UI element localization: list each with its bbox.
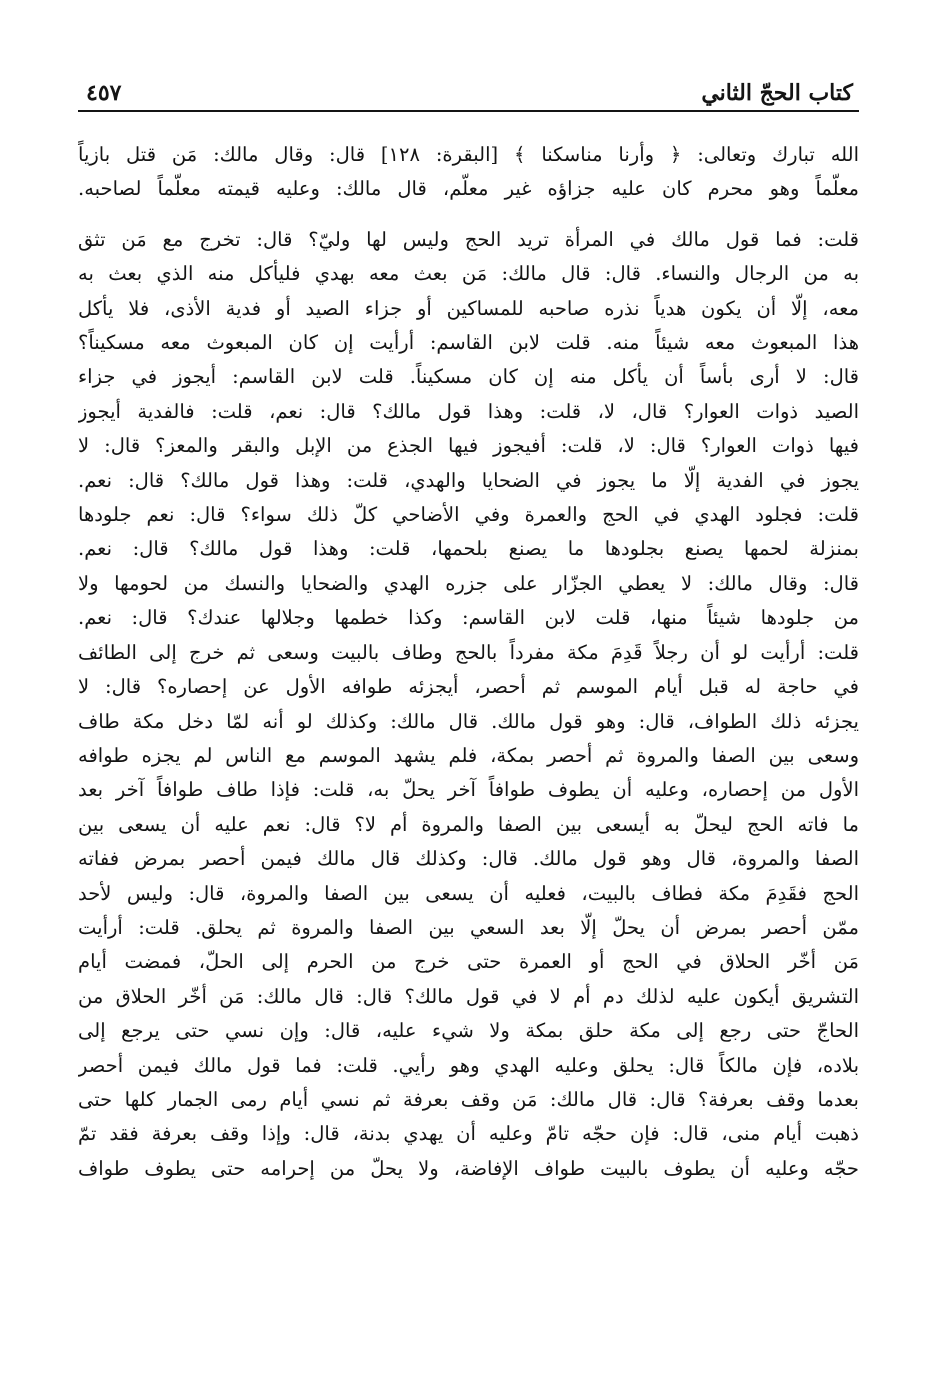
- text-line: قال: وقال مالك: لا يعطي الجزّار على جزره الهدي والضحايا والنسك من لحومها ولا: [78, 571, 859, 595]
- text-line: بمنزلة لحمها يصنع بجلودها ما يصنع بلحمها، قلت: وهذا قول مالك؟ قال: نعم.: [78, 537, 859, 561]
- text-line: الأول من إحصاره، وعليه أن يطوف طوافاً آخر يحلّ به، قلت: فإذا طاف طوافاً آخر بعد: [78, 778, 859, 802]
- text-line: التشريق أيكون عليه لذلك دم أم لا في قول مالك؟ قال: قال مالك: مَن أخّر الحلاق من: [78, 984, 859, 1008]
- paragraph-1: [78, 138, 859, 207]
- chapter-title: كتاب الحجّ الثاني: [701, 80, 853, 106]
- text-line: قلت: فجلود الهدي في الحج والعمرة وفي الأضاحي كلّ ذلك سواء؟ قال: نعم جلودها: [78, 503, 859, 527]
- text-line: الصفا والمروة، قال وهو قول مالك. قال: وكذلك قال مالك فيمن أحصر بمرض ففاته: [78, 847, 859, 871]
- text-line: يجوز في الفدية إلّا ما يجوز في الضحايا والهدي، قلت: وهذا قول مالك؟ قال: نعم.: [78, 468, 859, 492]
- text-line: الحاجّ حتى رجع إلى مكة حلق بمكة ولا شيء عليه، قال: وإن نسي حتى يرجع إلى: [78, 1019, 859, 1043]
- body-text: [78, 138, 859, 1186]
- text-line: ذهبت أيام منى، قال: فإن حجّه تامّ وعليه أن يهدي بدنة، قال: وإذا وقف بعرفة فقد تمّ: [78, 1122, 859, 1146]
- text-line: قلت: فما قول مالك في المرأة تريد الحج وليس لها وليّ؟ قال: تخرج مع مَن تثق: [78, 227, 859, 251]
- text-line: ما فاته الحج ليحلّ به أيسعى بين الصفا والمروة أم لا؟ قال: نعم عليه أن يسعى بين: [78, 812, 859, 836]
- text-line: الصيد ذوات العوار؟ قال، لا، قلت: وهذا قول مالك؟ قال: نعم، قلت: فالفدية أيجوز: [78, 399, 859, 423]
- text-line: حجّه وعليه أن يطوف بالبيت طواف الإفاضة، ولا يحلّ من إحرامه حتى يطوف طواف: [78, 1156, 859, 1180]
- text-line: قال: لا أرى بأساً أن يأكل منه إن كان مسكيناً. قلت لابن القاسم: أيجوز في جزاء: [78, 365, 859, 389]
- text-line: الحج فقَدِمَ مكة فطاف بالبيت، فعليه أن يسعى بين الصفا والمروة، قال: وليس لأحد: [78, 881, 859, 905]
- text-line: وسعى بين الصفا والمروة ثم أحصر بمكة، فلم يشهد الموسم مع الناس لم يجزه طوافه: [78, 743, 859, 767]
- text-line: ممّن أحصر بمرض أن يحلّ إلّا بعد السعي بين الصفا والمروة ثم يحلق. قلت: أرأيت: [78, 915, 859, 939]
- text-line: معلّماً وهو محرم كان عليه جزاؤه غير معلّم، قال مالك: وعليه قيمته معلّماً لصاحبه.: [78, 177, 859, 201]
- header-rule: [78, 110, 859, 112]
- text-line: معه، إلّا أن يكون هدياً نذره صاحبه للمساكين أو جزاء الصيد أو فدية الأذى، فلا يأكل: [78, 296, 859, 320]
- page-header: [78, 74, 859, 106]
- text-line: بلاده، فإن مالكاً قال: يحلق وعليه الهدي وهو رأيي. قلت: فما قول مالك فيمن أحصر: [78, 1053, 859, 1077]
- page-number: ٤٥٧: [86, 80, 122, 106]
- text-line: الله تبارك وتعالى: ﴿ وأرنا مناسكنا ﴾ [البقرة: ١٢٨] قال: وقال مالك: مَن قتل بازياً: [78, 143, 859, 166]
- text-line: فيها ذوات العوار؟ قال: لا، قلت: أفيجوز فيها الجذع من الإبل والبقر والمعز؟ قال: لا: [78, 434, 859, 458]
- paragraph-2: [78, 223, 859, 1186]
- text-line: مَن أخّر الحلاق في الحج أو العمرة حتى خرج من الحرم إلى الحلّ، فمضت أيام: [78, 950, 859, 974]
- text-line: يجزئه ذلك الطواف، قال: وهو قول مالك. قال مالك: وكذلك لو أنه لمّا دخل مكة طاف: [78, 709, 859, 733]
- text-line: قلت: أرأيت لو أن رجلاً قَدِمَ مكة مفرداً بالحج وطاف بالبيت وسعى ثم خرج إلى الطائف: [78, 640, 859, 664]
- text-line: من جلودها شيئاً منها، قلت لابن القاسم: وكذا خطمها وجلالها عندك؟ قال: نعم.: [78, 606, 859, 630]
- text-line: بعدما وقف بعرفة؟ قال: قال مالك: مَن وقف بعرفة ثم نسي أيام رمى الجمار كلها حتى: [78, 1087, 859, 1111]
- text-line: في حاجة له قبل أيام الموسم ثم أحصر، أيجزئه طوافه الأول عن إحصاره؟ قال: لا: [78, 675, 859, 699]
- text-line: به من الرجال والنساء. قال: قال مالك: مَن بعث معه بهدي فليأكل منه الذي بعث به: [78, 262, 859, 286]
- text-line: هذا المبعوث معه شيئاً منه. قلت لابن القاسم: أرأيت إن كان المبعوث معه مسكيناً؟: [78, 331, 859, 355]
